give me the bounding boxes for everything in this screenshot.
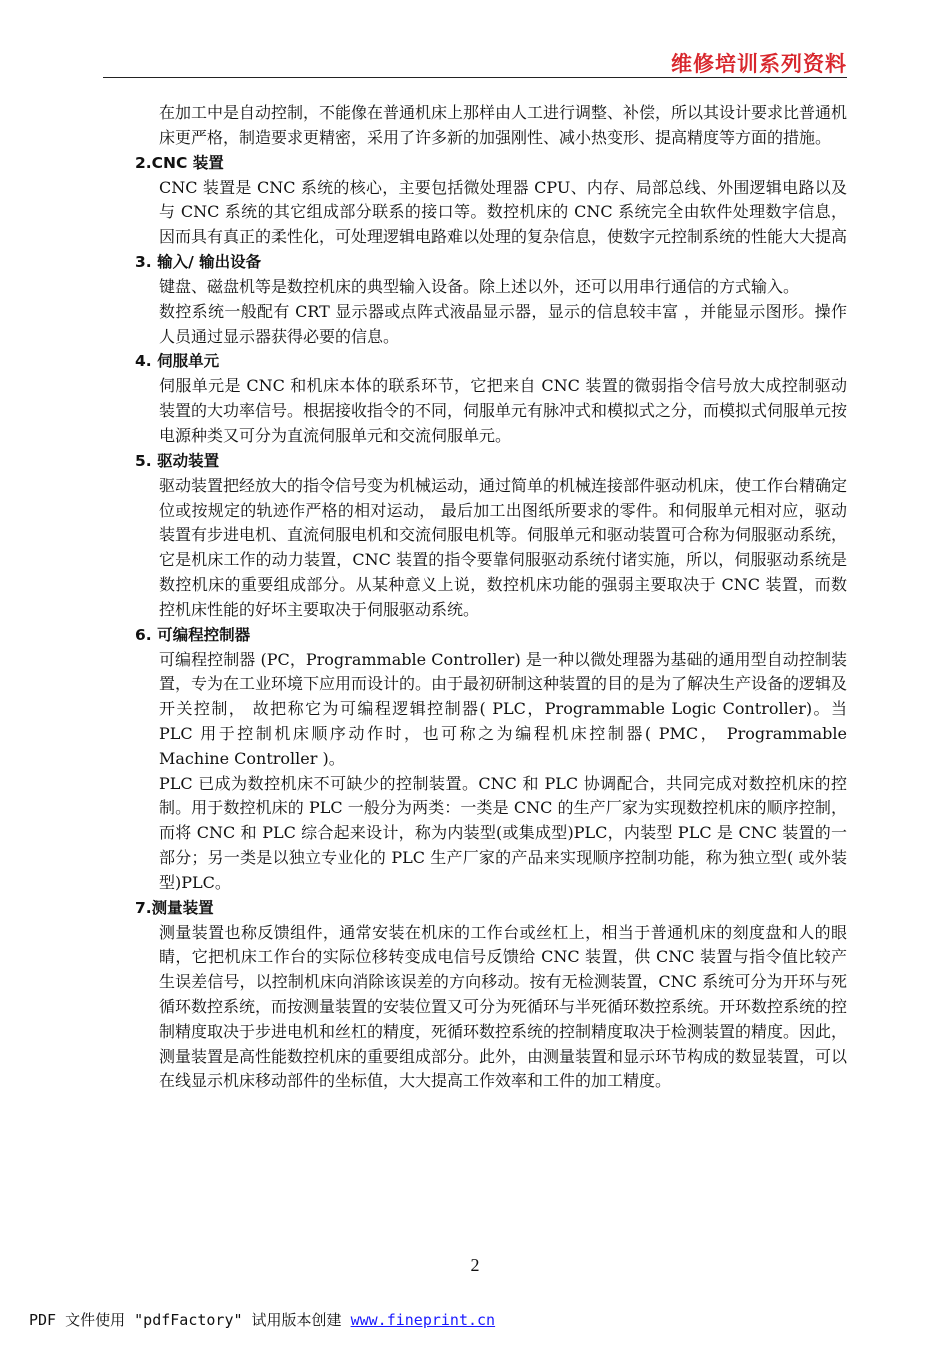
section-paragraph: 测量装置也称反馈组件，通常安装在机床的工作台或丝杠上，相当于普通机床的刻度盘和人的眼睛，它把机床工作台的实际位移转变成电信号反馈给 CNC 装置，供 CNC 装置与指令值比较产生误差信号，以控制机床向消除该误差的方向移动。按有无检测装置，CNC 系统可分为开环与死循环数控系统，而按测量装置的安装位置又可分为死循环与半死循环数控系统。开环数控系统的控制精度取决于步进电机和丝杠的精度，死循环数控系统的控制精度取决于检测装置的精度。因此，测量装置是高性能数控机床的重要组成部分。此外，由测量装置和显示环节构成的数显装置，可以在线显示机床移动部件的坐标值，大大提高工作效率和工件的加工精度。	[159, 922, 848, 1091]
footer-text: PDF 文件使用 "pdfFactory" 试用版本创建	[29, 1311, 351, 1329]
section-heading-drive: 5. 驱动装置	[135, 451, 220, 470]
section-paragraph: 伺服单元是 CNC 和机床本体的联系环节，它把来自 CNC 装置的微弱指令信号放大成控制驱动装置的大功率信号。根据接收指令的不同，伺服单元有脉冲式和模拟式之分，而模拟式伺服单元按电源种类又可分为直流伺服单元和交流伺服单元。	[159, 376, 848, 445]
section-heading-plc: 6. 可编程控制器	[135, 625, 251, 644]
section-paragraph: CNC 装置是 CNC 系统的核心，主要包括微处理器 CPU、内存、局部总线、外围逻辑电路以及与 CNC 系统的其它组成部分联系的接口等。数控机床的 CNC 系统完全由软件处理数字信息，因而具有真正的柔性化，可处理逻辑电路难以处理的复杂信息，使数字元控制系统的性能大大提高	[159, 177, 848, 247]
section-heading-cnc: 2.CNC 装置	[135, 153, 224, 172]
document-body	[135, 101, 847, 1094]
section-paragraph: 驱动装置把经放大的指令信号变为机械运动，通过简单的机械连接部件驱动机床，使工作台精确定位或按规定的轨迹作严格的相对运动， 最后加工出图纸所要求的零件。和伺服单元相对应，驱动装置有步进电机、直流伺服电机和交流伺服电机等。伺服单元和驱动装置可合称为伺服驱动系统，它是机床工作的动力装置，CNC 装置的指令要靠伺服驱动系统付诸实施，所以，伺服驱动系统是数控机床的重要组成部分。从某种意义上说，数控机床功能的强弱主要取决于 CNC 装置，而数控机床性能的好坏主要取决于伺服驱动系统。	[159, 475, 848, 619]
section-heading-servo: 4. 伺服单元	[135, 352, 220, 371]
header-divider	[103, 77, 847, 78]
footer-link[interactable]: www.fineprint.cn	[350, 1311, 496, 1329]
section-paragraph: 可编程控制器 (PC，Programmable Controller) 是一种以微处理器为基础的通用型自动控制装置，专为在工业环境下应用而设计的。由于最初研制这种装置的目的是为了解决生产设备的逻辑及开关控制， 故把称它为可编程逻辑控制器( PLC，Programmable Logic Controller)。当 PLC 用于控制机床顺序动作时，也可称之为编程机床控制器( PMC， Programmable Machine Controller )。	[159, 649, 848, 768]
page-number: 2	[470, 1255, 480, 1275]
section-paragraph: 键盘、磁盘机等是数控机床的典型输入设备。除上述以外，还可以用串行通信的方式输入。	[159, 276, 800, 296]
footer	[29, 1309, 495, 1330]
section-paragraph: 数控系统一般配有 CRT 显示器或点阵式液晶显示器，显示的信息较丰富 ，并能显示图形。操作人员通过显示器获得必要的信息。	[159, 301, 847, 346]
header-title: 维修培训系列资料	[671, 52, 847, 76]
section-heading-io: 3. 输入/ 输出设备	[135, 252, 262, 271]
intro-paragraph: 在加工中是自动控制，不能像在普通机床上那样由人工进行调整、补偿，所以其设计要求比普通机床更严格，制造要求更精密，采用了许多新的加强刚性、减小热变形、提高精度等方面的措施。	[159, 103, 848, 147]
section-paragraph: PLC 已成为数控机床不可缺少的控制装置。CNC 和 PLC 协调配合，共同完成对数控机床的控制。用于数控机床的 PLC 一般分为两类：一类是 CNC 的生产厂家为实现数控机床的顺序控制，而将 CNC 和 PLC 综合起来设计，称为内装型(或集成型)PLC，内装型 PLC 是 CNC 装置的一部分；另一类是以独立专业化的 PLC 生产厂家的产品来实现顺序控制功能，称为独立型( 或外装型)PLC。	[159, 773, 847, 892]
section-heading-measure: 7.测量装置	[135, 898, 214, 917]
